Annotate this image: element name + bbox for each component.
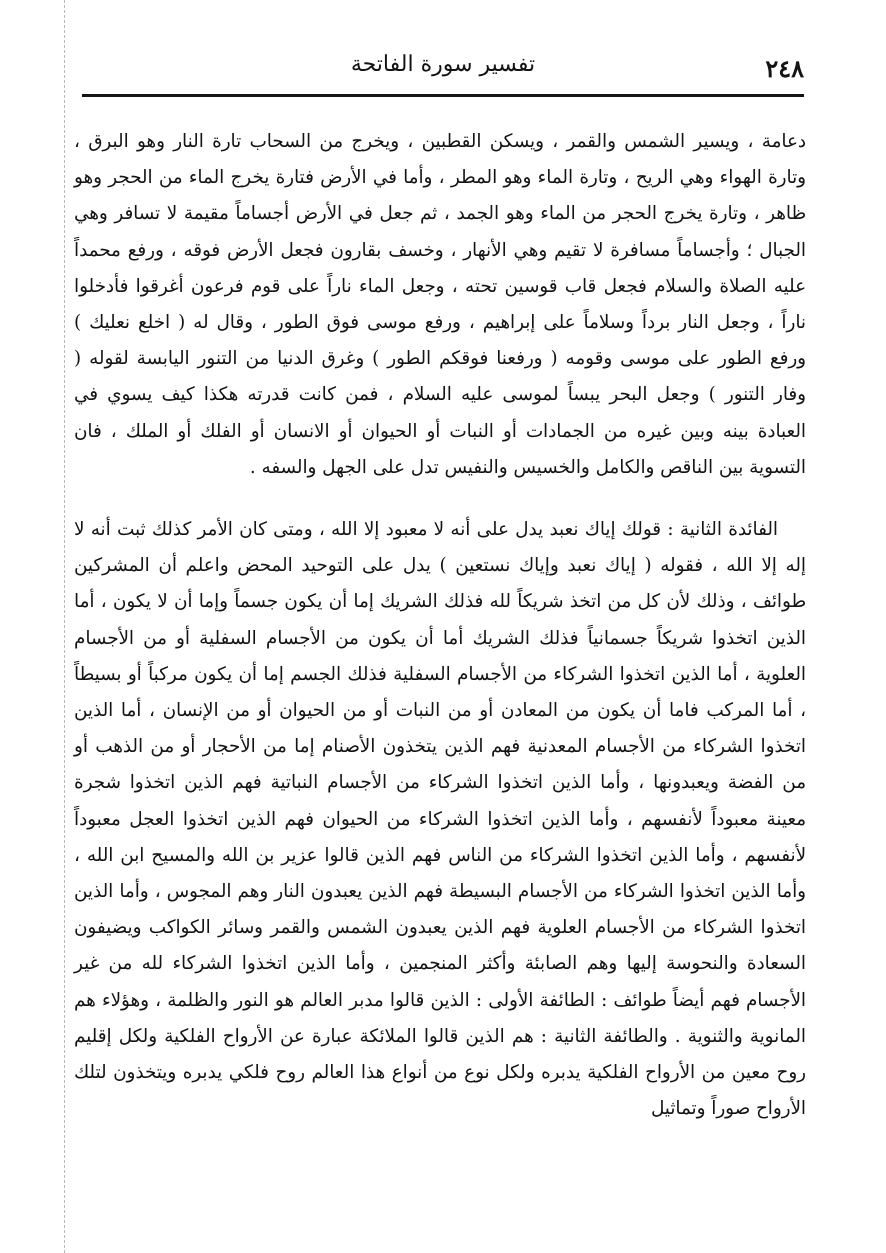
page-number: ٢٤٨ [765,54,804,83]
page-header [82,40,804,98]
paragraph-2: الفائدة الثانية : قولك إياك نعبد يدل على أنه لا معبود إلا الله ، ومتى كان الأمر كذلك ثبت أنه لا إله إلا الله ، فقوله ( إياك نعبد وإياك نستعين ) يدل على التوحيد المحض واعلم أن المشركين طوائف ، وذلك لأن كل من اتخذ شريكاً لله فذلك الشريك إما أن يكون جسماً وإما أن لا يكون ، أما الذين اتخذوا شريكاً جسمانياً فذلك الشريك أما أن يكون من الأجسام السفلية أو من الأجسام العلوية ، أما الذين اتخذوا الشركاء من الأجسام السفلية فذلك الجسم إما أن يكون مركباً أو بسيطاً ، أما المركب فاما أن يكون من المعادن أو من النبات أو من الحيوان أو من الإنسان ، أما الذين اتخذوا الشركاء من الأجسام المعدنية فهم الذين يتخذون الأصنام إما من الأحجار أو من الذهب أو من الفضة ويعبدونها ، وأما الذين اتخذوا الشركاء من الأجسام النباتية فهم الذين اتخذوا شجرة معينة معبوداً لأنفسهم ، وأما الذين اتخذوا الشركاء من الحيوان فهم الذين اتخذوا العجل معبوداً لأنفسهم ، وأما الذين اتخذوا الشركاء من الناس فهم الذين قالوا عزير بن الله والمسيح ابن الله ، وأما الذين اتخذوا الشركاء من الأجسام البسيطة فهم الذين يعبدون النار وهم المجوس ، وأما الذين اتخذوا الشركاء من الأجسام العلوية فهم الذين يعبدون الشمس والقمر وسائر الكواكب ويضيفون السعادة والنحوسة إليها وهم الصابئة وأكثر المنجمين ، وأما الذين اتخذوا الشركاء لله من غير الأجسام فهم أيضاً طوائف : الطائفة الأولى : الذين قالوا مدبر العالم هو النور والظلمة ، وهؤلاء هم المانوية والثنوية . والطائفة الثانية : هم الذين قالوا الملائكة عبارة عن الأرواح الفلكية ولكل إقليم روح معين من الأرواح الفلكية يدبره ولكل نوع من أنواع هذا العالم روح فلكي يدبره ويتخذون لتلك الأرواح صوراً وتماثيل [74,519,806,1120]
page-body [74,124,806,1127]
paragraph-1: دعامة ، ويسير الشمس والقمر ، ويسكن القطبين ، ويخرج من السحاب تارة النار وهو البرق ، وتارة الهواء وهي الريح ، وتارة الماء وهو المطر ، وأما في الأرض فتارة يخرج الماء من الحجر وهو ظاهر ، وتارة يخرج الحجر من الماء وهو الجمد ، ثم جعل في الأرض أجساماً مقيمة لا تسافر وهي الجبال ؛ وأجساماً مسافرة لا تقيم وهي الأنهار ، وخسف بقارون فجعل الأرض فوقه ، ورفع محمداً عليه الصلاة والسلام فجعل قاب قوسين تحته ، وجعل الماء ناراً على قوم فرعون أغرقوا فأدخلوا ناراً ، وجعل النار برداً وسلاماً على إبراهيم ، ورفع موسى فوق الطور ، وقال له ( اخلع نعليك ) ورفع الطور على موسى وقومه ( ورفعنا فوقكم الطور ) وغرق الدنيا من التنور اليابسة لقوله ( وفار التنور ) وجعل البحر يبساً لموسى عليه السلام ، فمن كانت قدرته هكذا كيف يسوي في العبادة بينه وبين غيره من الجمادات أو النبات أو الحيوان أو الانسان أو الفلك أو الملك ، فان التسوية بين الناقص والكامل والخسيس والنفيس تدل على الجهل والسفه . [74,131,806,478]
header-rule [82,94,804,97]
running-title: تفسير سورة الفاتحة [350,52,536,77]
scan-edge-line [64,0,65,1253]
